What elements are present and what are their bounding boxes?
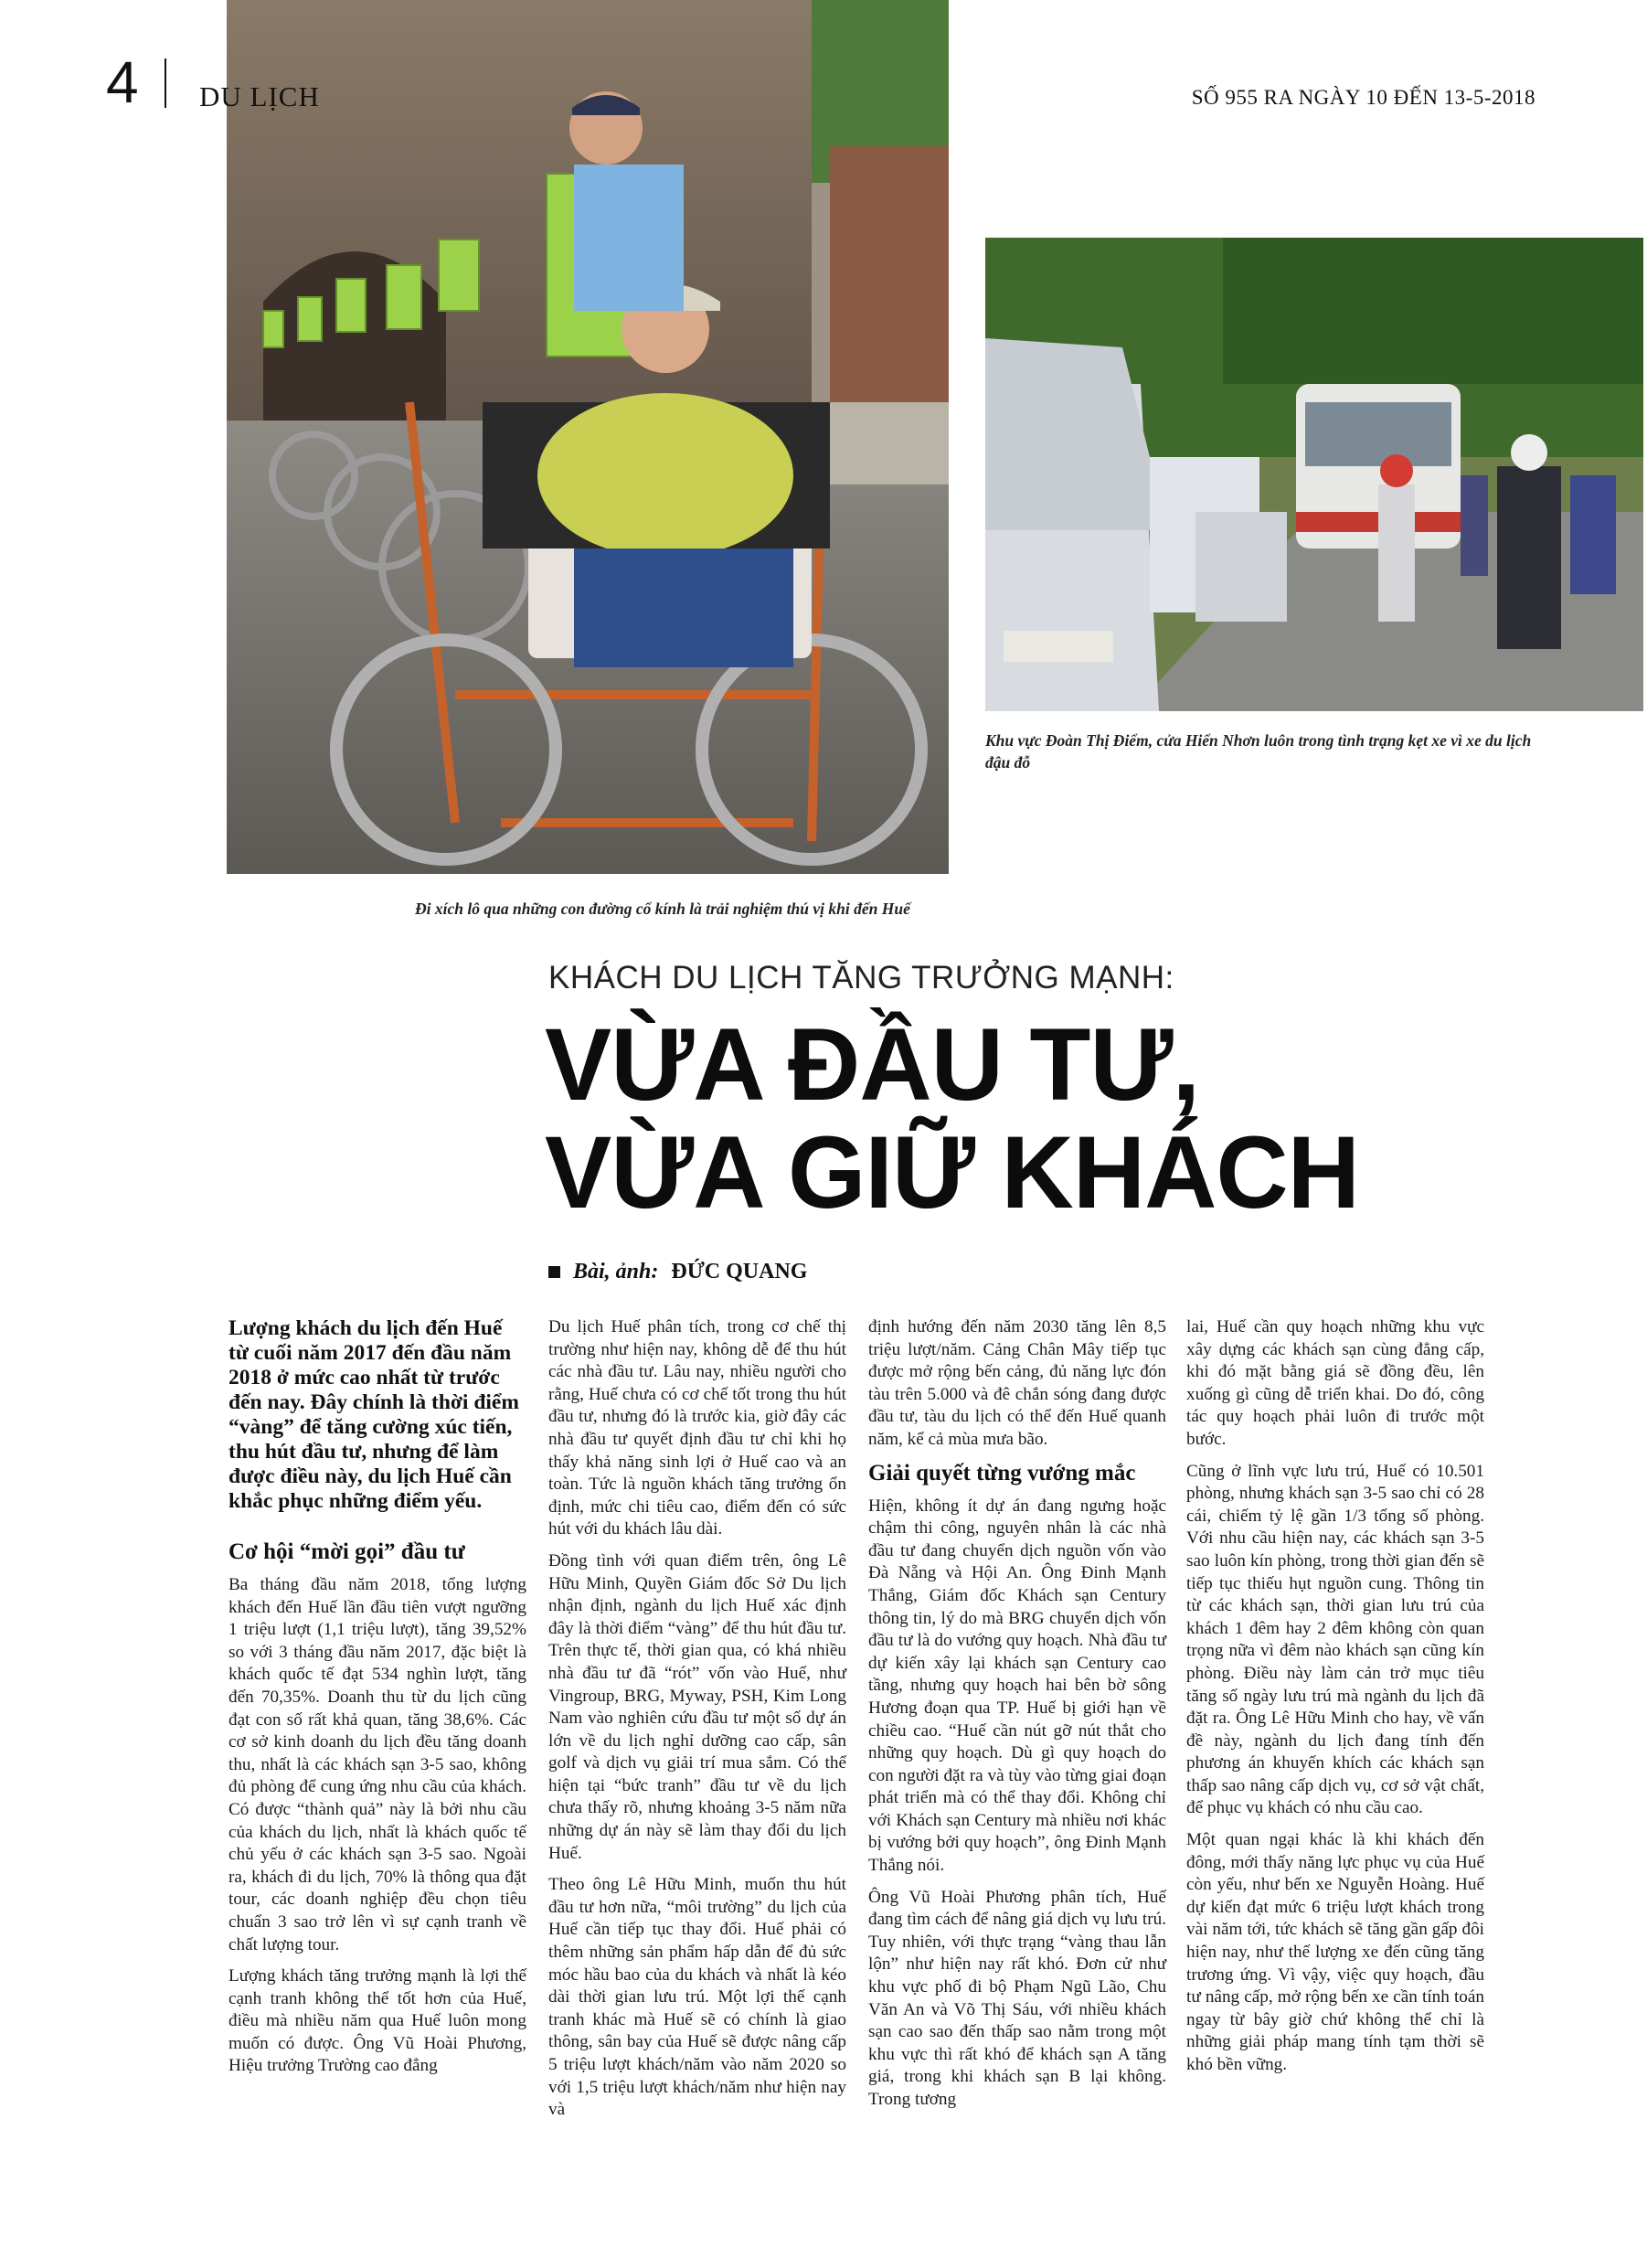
headline: [545, 1007, 1575, 1230]
traffic-photo: [985, 238, 1643, 711]
byline-bullet: [548, 1266, 560, 1278]
byline-author: ĐỨC QUANG: [671, 1260, 808, 1283]
body-paragraph: Cũng ở lĩnh vực lưu trú, Huế có 10.501 phòng, nhưng khách sạn 3-5 sao chỉ có 28 cái, chiếm tỷ lệ gần 1/3 tổng số phòng. Với nhu cầu hiện nay, các khách sạn 3-5 sao luôn kín phòng, trong thời gian đến sẽ tiếp tục thiếu hụt nguồn cung. Thông tin từ các khách sạn, thời gian lưu trú của khách 1 đêm hay 2 đêm không còn quan trọng nữa vì đêm nào khách sạn cũng kín phòng. Điều này làm cản trở mục tiêu tăng số ngày lưu trú mà ngành du lịch đã đặt ra. Ông Lê Hữu Minh cho hay, về vấn đề này, ngành du lịch đang tính đến phương án khuyến khích các khách sạn thấp sao nâng cấp dịch vụ, cơ sở vật chất, để phục vụ khách có nhu cầu cao.: [1186, 1461, 1484, 1818]
main-photo-caption: Đi xích lô qua những con đường cổ kính là trải nghiệm thú vị khi đến Huế: [415, 900, 910, 918]
lead-paragraph: Lượng khách du lịch đến Huế từ cuối năm 2017 đến đầu năm 2018 ở mức cao nhất từ trước đến nay. Đây chính là thời điểm “vàng” để tăng cường xúc tiến, thu hút đầu tư, nhưng để làm được điều này, du lịch Huế cần khắc phục những điểm yếu.: [228, 1316, 519, 1513]
body-paragraph: Ba tháng đầu năm 2018, tổng lượng khách đến Huế lần đầu tiên vượt ngưỡng 1 triệu lượt (1,1 triệu lượt), tăng 39,52% so với 3 tháng đầu năm 2017, đặc biệt là khách quốc tế đạt 534 nghìn lượt, tăng đến 70,35%. Doanh thu từ du lịch cũng đạt con số rất khả quan, tăng 38,6%. Các cơ sở kinh doanh du lịch đều tăng doanh thu, nhất là các khách sạn 3-5 sao, không đủ phòng để cung ứng nhu cầu của khách. Có được “thành quả” này là bởi nhu cầu của khách du lịch, nhất là khách quốc tế chủ yếu ở các khách sạn 3-5 sao. Ngoài ra, khách đi du lịch, 70% là thông qua đặt tour, các doanh nghiệp đều chọn tiêu chuẩn 3 sao trở lên vì sự cạnh tranh về chất lượng tour.: [228, 1575, 526, 1954]
body-paragraph: Lượng khách tăng trưởng mạnh là lợi thế cạnh tranh không thể tốt hơn của Huế, điều mà nhiều năm qua Huế luôn mong muốn có được. Ông Vũ Hoài Phương, Hiệu trưởng Trường cao đẳng: [228, 1966, 526, 2076]
page-number: 4: [106, 49, 139, 115]
headline-line-1: VỪA ĐẦU TƯ,: [545, 1007, 1200, 1122]
section-label: DU LỊCH: [199, 80, 320, 112]
body-paragraph: Du lịch Huế phân tích, trong cơ chế thị trường như hiện nay, không dễ để thu hút các nhà đầu tư. Lâu nay, nhiều người cho rằng, Huế chưa có cơ chế tốt trong thu hút đầu tư, nhưng đó là trước kia, giờ đây các nhà đầu tư quyết định đầu tư chỉ khi họ thấy khả năng sinh lợi ở Huế cao và an toàn. Tức là nguồn khách tăng trưởng ổn định, mức chi tiêu cao, điểm đến có sức hút với du khách lâu dài.: [548, 1317, 846, 1539]
article-column-1: [228, 1316, 526, 2087]
body-paragraph: Ông Vũ Hoài Phương phân tích, Huế đang tìm cách để nâng giá dịch vụ lưu trú. Tuy nhiên, với thực trạng “vàng thau lẫn lộn” như hiện nay rất khó. Đơn cử như khu vực phố đi bộ Phạm Ngũ Lão, Chu Văn An và Võ Thị Sáu, với nhiều khách sạn cao sao đến thấp sao nằm trong một khu vực thì rất khó để khách sạn A tăng giá, trong khi khách sạn B lại không. Trong tương: [868, 1887, 1166, 2109]
subheading: Cơ hội “mời gọi” đầu tư: [228, 1539, 465, 1564]
body-paragraph: lai, Huế cần quy hoạch những khu vực xây dựng các khách sạn cùng đẳng cấp, khi đó mặt bằng giá sẽ đồng đều, lên xuống gì cũng dễ triển khai. Do đó, công tác quy hoạch phải luôn đi trước một bước.: [1186, 1317, 1484, 1449]
kicker: KHÁCH DU LỊCH TĂNG TRƯỞNG MẠNH:: [548, 960, 1174, 996]
article-column-2: [548, 1316, 846, 2131]
article-column-4: [1186, 1316, 1484, 2086]
body-paragraph: Đồng tình với quan điểm trên, ông Lê Hữu Minh, Quyền Giám đốc Sở Du lịch nhận định, ngành du lịch Huế xác định đây là thời điểm “vàng” để thu hút đầu tư. Trên thực tế, thời gian qua, có khá nhiều nhà đầu tư đã “rót” vốn vào Huế, như Vingroup, BRG, Myway, PSH, Kim Long Nam vào nghiên cứu đầu tư một số dự án lớn về du lịch nghỉ dưỡng cao cấp, sân golf và dịch vụ giải trí mua sắm. Có thể hiện tại “bức tranh” đầu tư về du lịch chưa thấy rõ, nhưng khoảng 3-5 năm nữa những dự án này sẽ làm thay đổi du lịch Huế.: [548, 1550, 846, 1863]
byline: [548, 1260, 807, 1284]
body-paragraph: định hướng đến năm 2030 tăng lên 8,5 triệu lượt/năm. Cảng Chân Mây tiếp tục được mở rộng bến cảng, đủ năng lực đón tàu trên 5.000 và đê chắn sóng đang được đầu tư, tàu du lịch có thể đến Huế quanh năm, kể cả mùa mưa bão.: [868, 1317, 1166, 1449]
byline-label: Bài, ảnh:: [573, 1260, 659, 1283]
side-photo-caption: Khu vực Đoàn Thị Điểm, cửa Hiển Nhơn luôn trong tình trạng kẹt xe vì xe du lịch đậu đỗ: [985, 731, 1532, 772]
cyclo-photo: [227, 0, 949, 874]
subheading: Giải quyết từng vướng mắc: [868, 1460, 1136, 1485]
issue-info: SỐ 955 RA NGÀY 10 ĐẾN 13-5-2018: [1191, 86, 1535, 109]
body-paragraph: Theo ông Lê Hữu Minh, muốn thu hút đầu tư hơn nữa, “môi trường” du lịch của Huế cần tiếp tục thay đổi. Huế phải có thêm những sản phẩm hấp dẫn để đủ sức móc hầu bao của du khách và nhất là kéo dài thời gian lưu trú. Một lợi thế cạnh tranh khác mà Huế sẽ có chính là giao thông, sân bay của Huế sẽ được nâng cấp 5 triệu lượt khách/năm vào năm 2020 so với 1,5 triệu lượt khách/năm như hiện nay và: [548, 1875, 846, 2120]
header-divider: [165, 59, 166, 108]
article-column-3: [868, 1316, 1166, 2121]
headline-line-2: VỪA GIỮ KHÁCH: [545, 1115, 1359, 1230]
body-paragraph: Hiện, không ít dự án đang ngưng hoặc chậm thi công, nguyên nhân là các nhà đầu tư đang chuyển dịch nguồn vốn vào Đà Nẵng và Hội An. Ông Đinh Mạnh Thắng, Giám đốc Khách sạn Century thông tin, lý do mà BRG chuyển dịch vốn đầu tư là do vướng quy hoạch. Nhà đầu tư dự kiến xây lại khách sạn Century cao tầng, nhưng quy hoạch hai bên bờ sông Hương đoạn qua TP. Huế bị giới hạn về chiều cao. “Huế cần nút gỡ nút thắt cho những quy hoạch. Dù gì quy hoạch do con người đặt ra và tùy vào từng giai đoạn phát triển mà có thể thay đổi. Không chỉ với Khách sạn Century mà nhiều nơi khác bị vướng bởi quy hoạch”, ông Đinh Mạnh Thắng nói.: [868, 1496, 1166, 1876]
body-paragraph: Một quan ngại khác là khi khách đến đông, mới thấy năng lực phục vụ của Huế còn yếu, như bến xe Nguyễn Hoàng. Huế dự kiến đạt mức 6 triệu lượt khách trong vài năm tới, tức khách sẽ tăng gần gấp đôi hiện nay, như thế lượng xe đến cũng tăng trương ứng. Vì vậy, việc quy hoạch, đầu tư nâng cấp, mở rộng bến xe cần tính toán ngay từ bây giờ chứ không thể chỉ là những giải pháp mang tính tạm thời sẽ khó bền vững.: [1186, 1830, 1484, 2074]
